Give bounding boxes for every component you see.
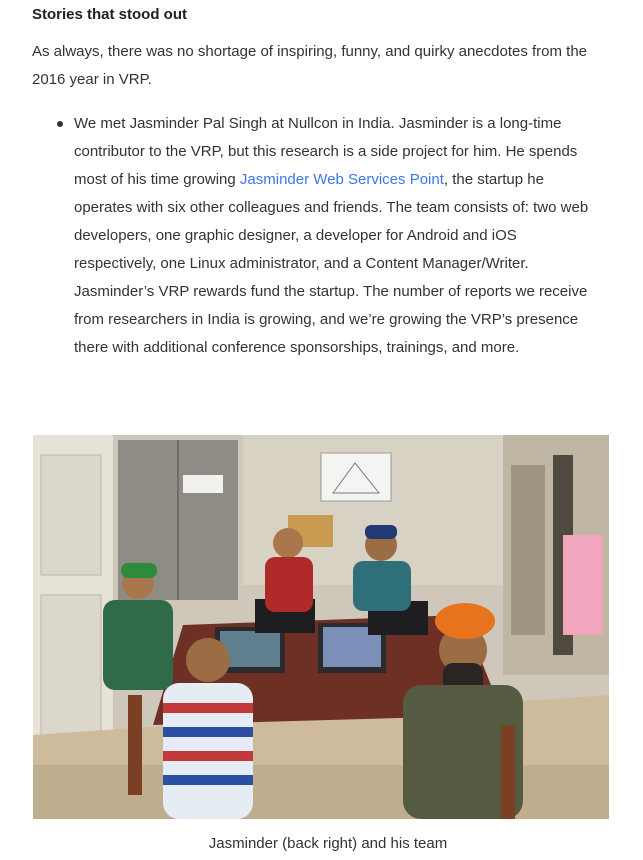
bullet-text-start: We met Jasminder Pal Singh at Nullcon in India. Jasminder is a long-time contributor to the VRP, but this research is a side project for him. He spends most of his time growing — [74, 115, 578, 188]
bullet-text-end: , the startup he operates with six other colleagues and friends. The team consists of: two web developers, one graphic designer, a developer for Android and iOS respectively, one Linux administrator, and a Content Manager/Writer. Jasminder’s VRP rewards fund the startup. The number of reports we receive from researchers in India is growing, and we’re growing the VRP’s presence there with additional conference sponsorships, trainings, and more. — [74, 171, 589, 356]
bullet-icon — [57, 121, 63, 127]
team-photo-illustration — [33, 435, 609, 819]
list-item — [74, 110, 592, 362]
section-heading: Stories that stood out — [32, 6, 187, 23]
story-list — [74, 110, 592, 362]
photo-caption: Jasminder (back right) and his team — [208, 835, 448, 852]
intro-paragraph: As always, there was no shortage of inspiring, funny, and quirky anecdotes from the 2016 year in VRP. — [32, 43, 588, 88]
jasminder-web-services-link[interactable]: Jasminder Web Services Point — [239, 171, 444, 188]
team-photo — [33, 435, 609, 819]
